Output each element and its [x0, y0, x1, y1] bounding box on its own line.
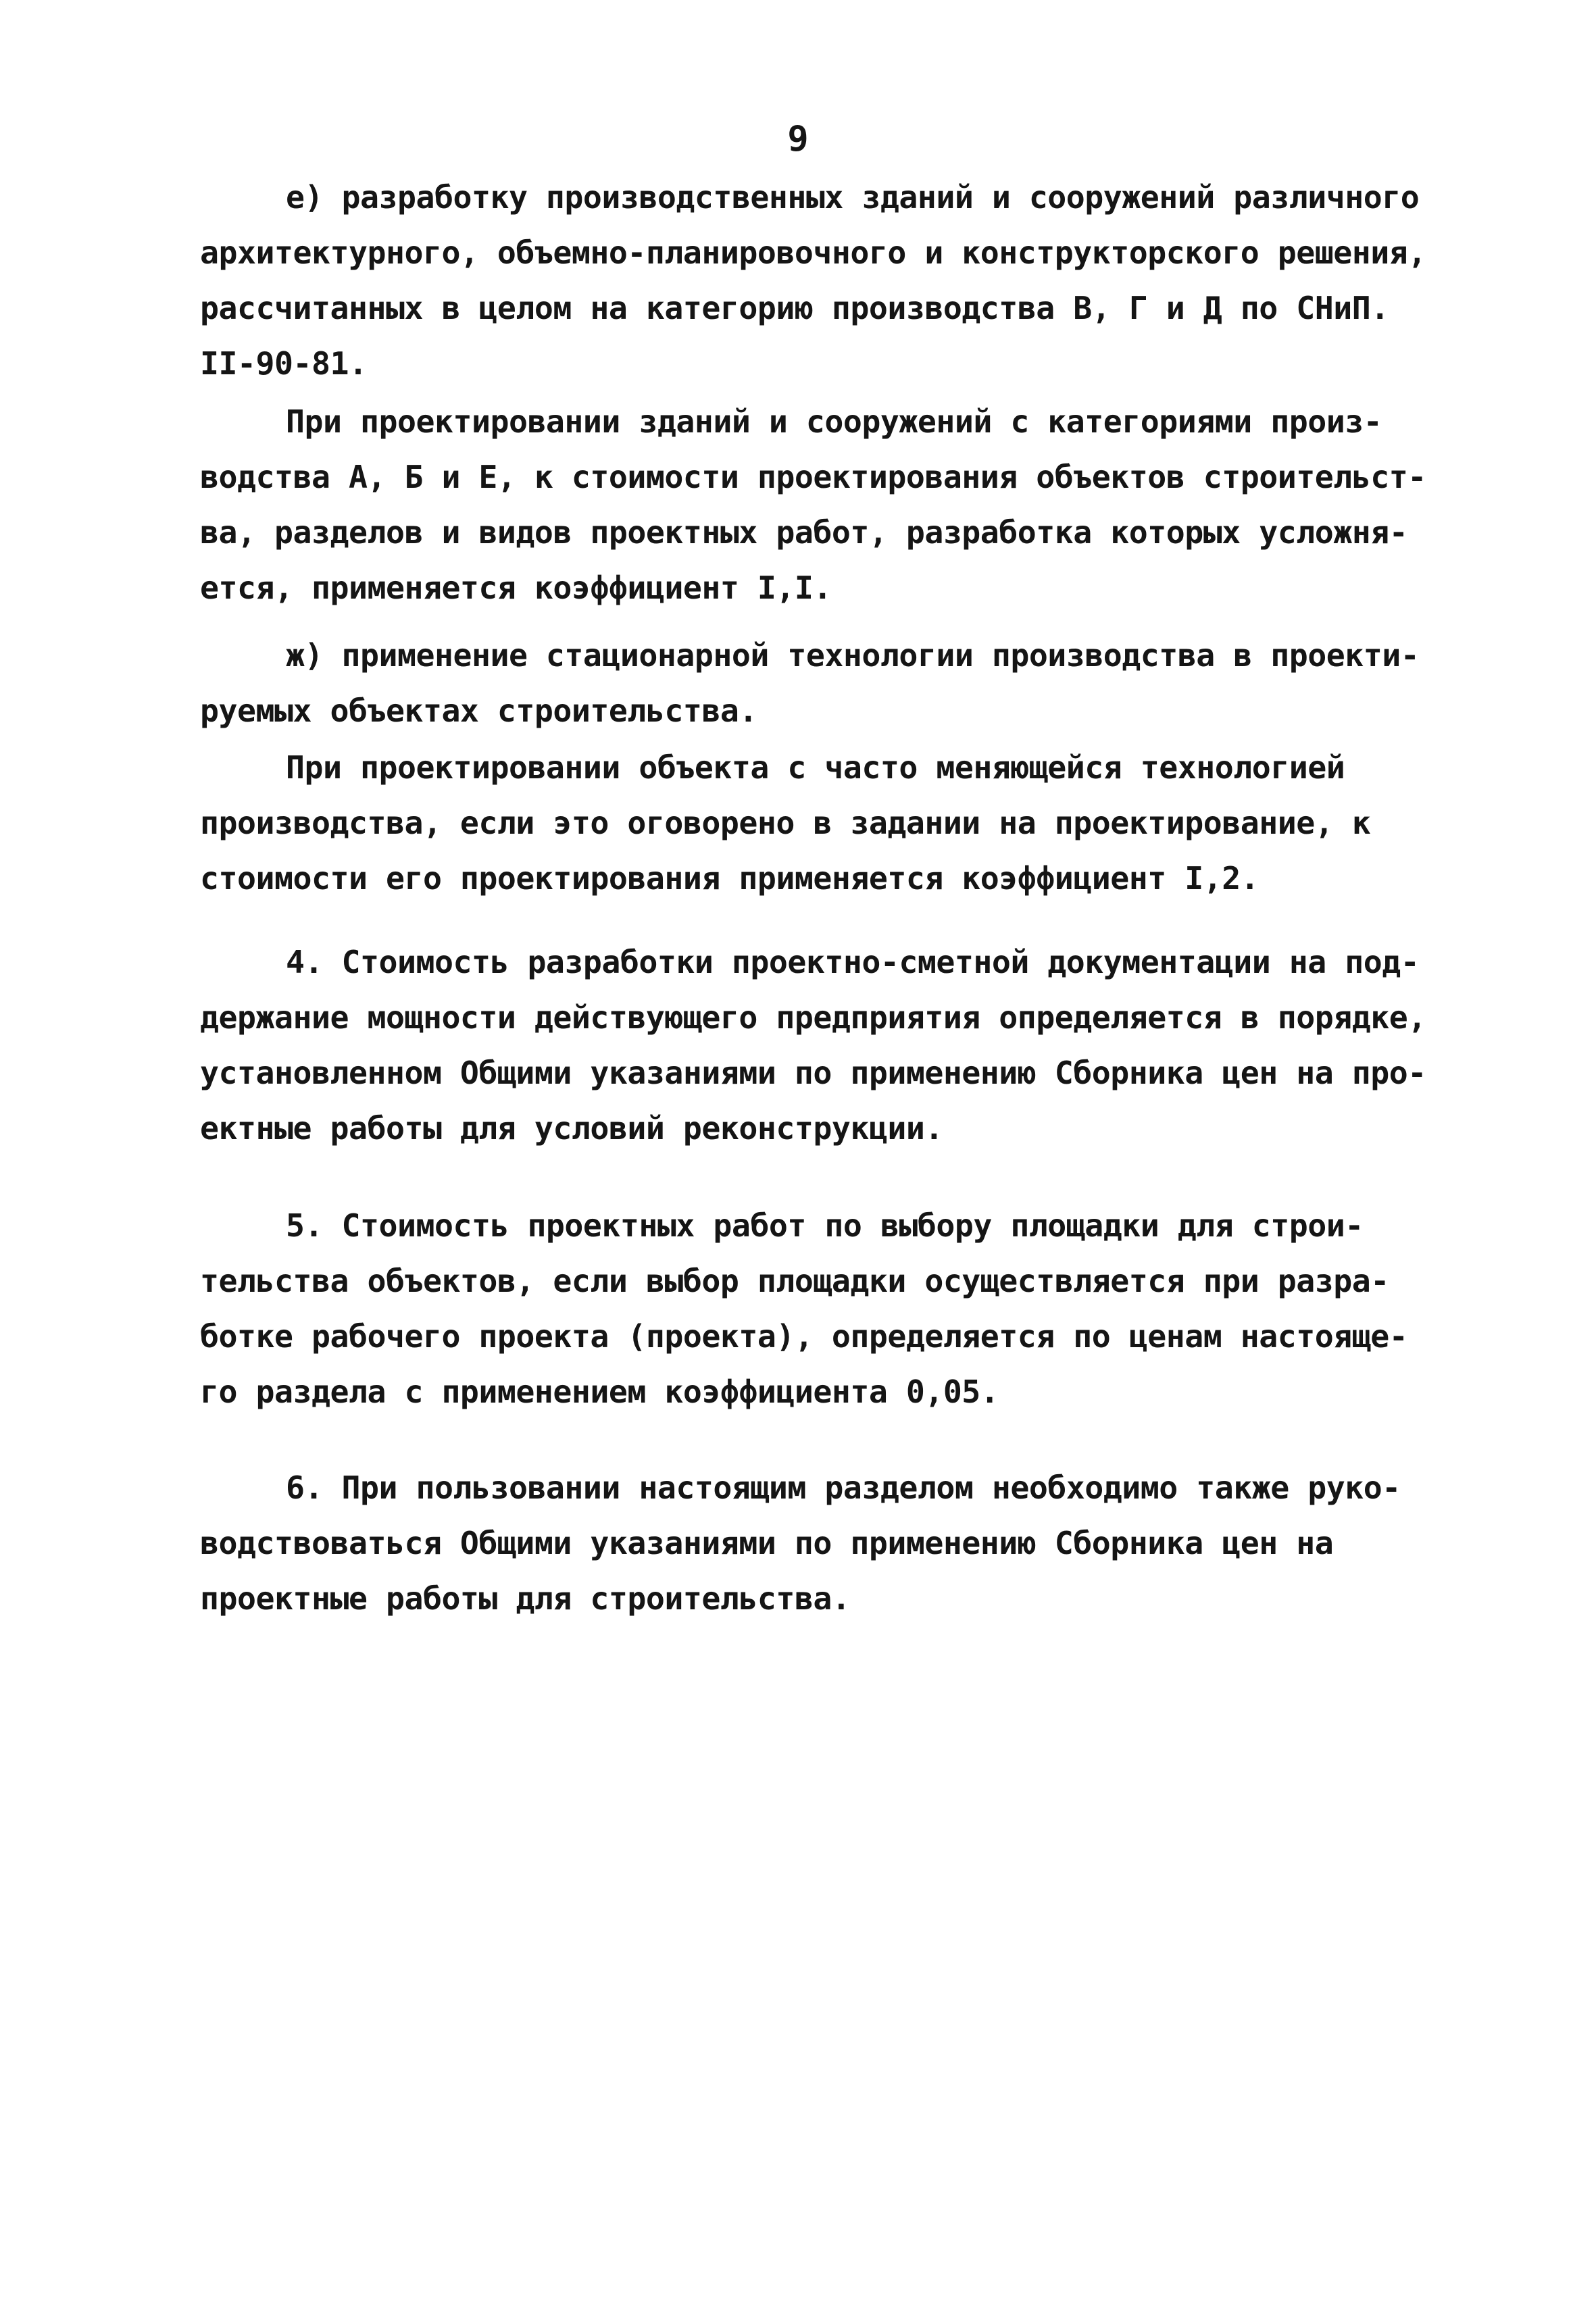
page-number: 9 [787, 119, 809, 159]
text-line: стоимости его проектирования применяется коэффициент I,2. [200, 860, 1260, 897]
text-line: е) разработку производственных зданий и сооружений различного [286, 179, 1420, 216]
text-line: II-90-81. [200, 345, 368, 382]
text-line: 4. Стоимость разработки проектно-сметной документации на под- [286, 944, 1420, 980]
text-line: При проектировании зданий и сооружений с категориями произ- [286, 403, 1382, 440]
text-line: рассчитанных в целом на категорию производства В, Г и Д по СНиП. [200, 290, 1389, 326]
text-line: 5. Стоимость проектных работ по выбору площадки для строи- [286, 1207, 1364, 1244]
text-line: ва, разделов и видов проектных работ, разработка которых усложня- [200, 514, 1408, 551]
text-line: го раздела с применением коэффициента 0,05. [200, 1374, 999, 1410]
text-line: ботке рабочего проекта (проекта), определяется по ценам настояще- [200, 1318, 1408, 1355]
text-line: водствоваться Общими указаниями по применению Сборника цен на [200, 1525, 1334, 1561]
text-line: водства А, Б и Е, к стоимости проектирования объектов строительст- [200, 459, 1426, 495]
text-line: ектные работы для условий реконструкции. [200, 1110, 943, 1147]
text-line: При проектировании объекта с часто меняющейся технологией [286, 749, 1345, 786]
text-line: установленном Общими указаниями по применению Сборника цен на про- [200, 1055, 1426, 1091]
text-line: ж) применение стационарной технологии производства в проекти- [286, 637, 1420, 674]
text-line: 6. При пользовании настоящим разделом необходимо также руко- [286, 1469, 1401, 1506]
text-line: руемых объектах строительства. [200, 693, 757, 729]
text-line: держание мощности действующего предприятия определяется в порядке, [200, 999, 1426, 1036]
text-line: ется, применяется коэффициент I,I. [200, 570, 832, 606]
text-line: тельства объектов, если выбор площадки осуществляется при разра- [200, 1263, 1389, 1299]
text-line: производства, если это оговорено в задании на проектирование, к [200, 805, 1371, 841]
text-line: проектные работы для строительства. [200, 1580, 851, 1617]
text-line: архитектурного, объемно-планировочного и конструкторского решения, [200, 234, 1426, 271]
